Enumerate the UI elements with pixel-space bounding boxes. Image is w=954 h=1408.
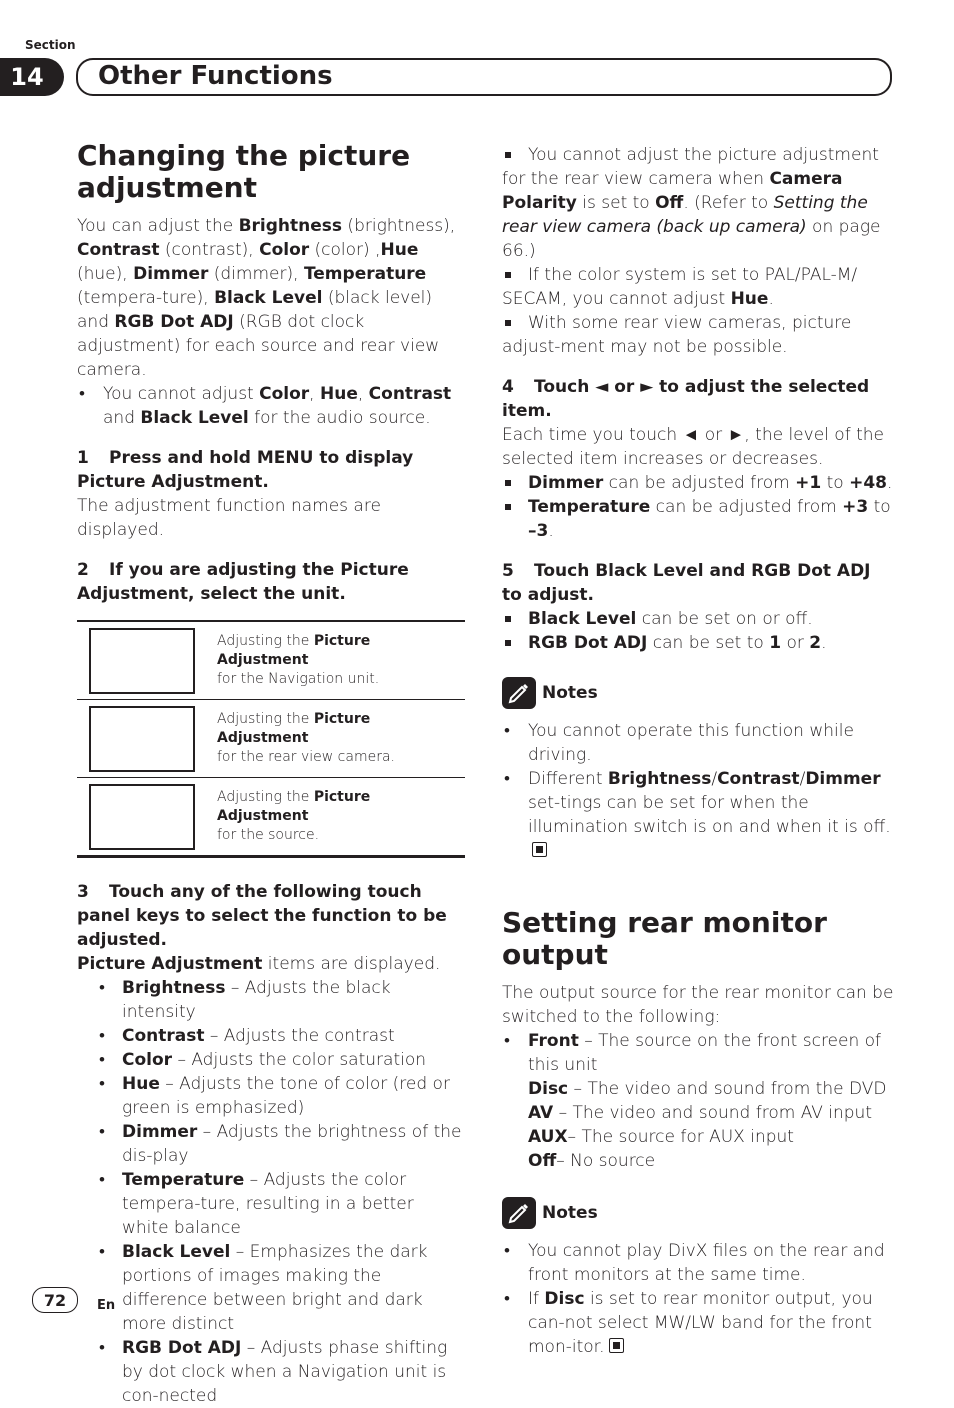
list-item: • Front – The source on the front screen of this unit Disc – The video and sound from the DVD AV – The video and sound from AV input AUX– The source for AUX input Off– No source [502,1029,894,1173]
intro-bullet: • You cannot adjust Color, Hue, Contrast and Black Level for the audio source. [77,382,465,430]
step-4: 4 Touch ◄ or ► to adjust the selected item. [502,377,870,421]
rear-monitor-intro: The output source for the rear monitor can be switched to the following: [502,983,894,1027]
unit-selection-table [77,620,465,858]
list-item: Black Level can be set on or off. [502,607,894,631]
list-item: Dimmer can be adjusted from +1 to +48. [502,471,894,495]
step-1: 1 Press and hold MENU to display Picture Adjustment. [77,448,414,492]
step-5: 5 Touch Black Level and RGB Dot ADJ to adjust. [502,561,871,605]
step-2: 2 If you are adjusting the Picture Adjustment, select the unit. [77,560,409,604]
step-3: 3 Touch any of the following touch panel keys to select the function to be adjusted. [77,882,447,950]
list-item: • Contrast – Adjusts the contrast [77,1024,465,1048]
list-item: • Color – Adjusts the color saturation [77,1048,465,1072]
table-caption: Adjusting the Picture Adjustment for the source. [217,789,371,843]
function-list [77,976,465,1408]
source-key-image [89,784,195,850]
list-item: If the color system is set to PAL/PAL-M/ SECAM, you cannot adjust Hue. [502,263,894,311]
notes-label: Notes [542,683,598,703]
section-label: Section [25,38,76,52]
rear-camera-key-image [89,706,195,772]
step-5-list [502,607,894,655]
navigation-unit-key-image [89,628,195,694]
step-1-body: The adjustment function names are displayed. [77,496,381,540]
step-4-list [502,471,894,543]
page-number: 72 [32,1287,78,1313]
section-number: 14 [0,58,64,96]
right-column [502,143,894,1359]
list-item: You cannot adjust the picture adjustment for the rear view camera when Camera Polarity is set to Off. (Refer to Setting the rear view camera (back up camera) on page 66.) [502,143,894,263]
language-label: En [97,1298,116,1313]
output-list [502,1029,894,1173]
list-item: • Hue – Adjusts the tone of color (red or green is emphasized) [77,1072,465,1120]
notes-list [502,719,894,863]
list-item: • You cannot play DivX files on the rear and front monitors at the same time. [502,1239,894,1287]
picture-adjustment-heading: Changing the picture adjustment [77,139,411,204]
left-column [77,140,465,1408]
intro-paragraph: You can adjust the Brightness (brightness), Contrast (contrast), Color (color) ,Hue (hue), Dimmer (dimmer), Temperature (tempera-ture), Black Level (black level) and RGB Dot ADJ (RGB dot clock adjustment) for each source and rear view camera. [77,216,456,380]
section-title: Other Functions [98,61,333,91]
pencil-icon [502,1197,536,1229]
notes-list [502,1239,894,1359]
end-mark-icon [609,1338,624,1353]
list-item: • Black Level – Emphasizes the dark portions of images making the difference between bright and dark more distinct [77,1240,465,1336]
notes-header [502,677,894,709]
list-item: With some rear view cameras, picture adjust-ment may not be possible. [502,311,894,359]
list-item: • If Disc is set to rear monitor output, you can-not select MW/LW band for the front mon-itor. [502,1287,894,1359]
step-3-body: Picture Adjustment items are displayed. [77,954,441,974]
pencil-icon [502,677,536,709]
list-item: • Temperature – Adjusts the color tempera-ture, resulting in a better white balance [77,1168,465,1240]
list-item: RGB Dot ADJ can be set to 1 or 2. [502,631,894,655]
intro-bullet-list [77,382,465,430]
end-mark-icon [532,842,547,857]
list-item: • Brightness – Adjusts the black intensity [77,976,465,1024]
list-item: • Different Brightness/Contrast/Dimmer set-tings can be set for when the illumination switch is on and when it is off. [502,767,894,863]
table-row [77,700,465,778]
table-caption: Adjusting the Picture Adjustment for the Navigation unit. [217,633,380,687]
table-caption: Adjusting the Picture Adjustment for the rear view camera. [217,711,395,765]
table-row [77,622,465,700]
table-row [77,778,465,855]
camera-notes-list [502,143,894,359]
list-item: Temperature can be adjusted from +3 to –3. [502,495,894,543]
list-item: • Dimmer – Adjusts the brightness of the dis-play [77,1120,465,1168]
notes-label: Notes [542,1203,598,1223]
list-item: • You cannot operate this function while driving. [502,719,894,767]
notes-header [502,1197,894,1229]
rear-monitor-heading: Setting rear monitor output [502,906,827,971]
list-item: • RGB Dot ADJ – Adjusts phase shifting by dot clock when a Navigation unit is con-nected [77,1336,465,1408]
step-4-body: Each time you touch ◄ or ►, the level of the selected item increases or decreases. [502,425,884,469]
